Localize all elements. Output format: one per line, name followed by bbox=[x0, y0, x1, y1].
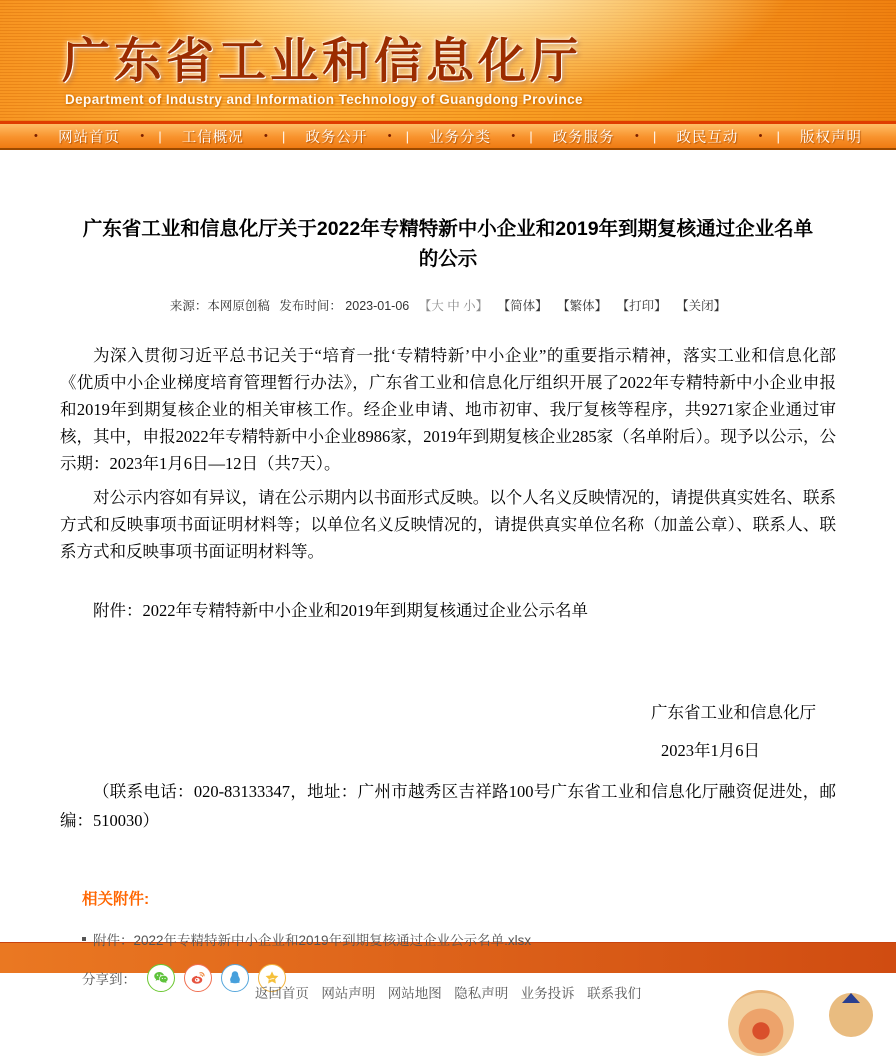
nav-item-gov-affairs[interactable]: 政务公开 bbox=[305, 129, 368, 146]
footer-link-contact[interactable]: 联系我们 bbox=[587, 986, 642, 1001]
article-meta bbox=[60, 296, 836, 314]
nav-separator bbox=[140, 129, 161, 144]
nav-separator bbox=[264, 129, 285, 144]
signature-date: 2023年1月6日 bbox=[661, 741, 760, 761]
paragraph-objection: 对公示内容如有异议，请在公示期内以书面形式反映。以个人名义反映情况的，请提供真实姓名、联系方式和反映事项书面证明材料等；以单位名义反映情况的，请提供真实单位名称（加盖公章）、联系人、联系方式和反映事项书面证明材料等。 bbox=[60, 488, 836, 562]
nav-item-interaction[interactable]: 政民互动 bbox=[676, 129, 739, 146]
nav-bullet-icon: • bbox=[511, 129, 516, 142]
nav-bullet-icon: • bbox=[140, 129, 145, 142]
nav-pipe-icon: | bbox=[158, 128, 162, 144]
article-title: 广东省工业和信息化厅关于2022年专精特新中小企业和2019年到期复核通过企业名单的公示 bbox=[82, 218, 814, 271]
footer-link-privacy[interactable]: 隐私声明 bbox=[454, 986, 509, 1001]
signature-department: 广东省工业和信息化厅 bbox=[651, 703, 816, 723]
footer-link-complaint[interactable]: 业务投诉 bbox=[520, 986, 575, 1001]
article-content bbox=[0, 150, 896, 988]
nav-pipe-icon: | bbox=[776, 128, 780, 144]
site-subtitle: Department of Industry and Information Technology of Guangdong Province bbox=[65, 92, 583, 107]
print-control[interactable]: 【打印】 bbox=[616, 299, 667, 314]
nav-bullet-icon: • bbox=[34, 129, 38, 142]
qq-share-icon[interactable] bbox=[221, 964, 249, 992]
nav-separator bbox=[635, 129, 656, 144]
square-bullet-icon bbox=[82, 937, 86, 941]
contact-info: （联系电话：020-83133347，地址：广州市越秀区吉祥路100号广东省工业和信息化厅融资促进处，邮编：510030） bbox=[60, 782, 836, 831]
nav-item-home[interactable]: 网站首页 bbox=[58, 129, 121, 146]
footer-link-sitemap[interactable]: 网站地图 bbox=[387, 986, 442, 1001]
paragraph-announcement: 为深入贯彻习近平总书记关于“培育一批‘专精特新’中小企业”的重要指示精神，落实工业和信息化部《优质中小企业梯度培育管理暂行办法》，广东省工业和信息化厅组织开展了2022年专精特新中小企业申报和2019年到期复核企业的相关审核工作。经企业申请、地市初审、我厅复核等程序，共9271家企业通过审核，其中，申报2022年专精特新中小企业8986家，2019年到期复核企业285家（名单附后）。现予以公示，公示期：2023年1月6日—12日（共7天）。 bbox=[60, 346, 836, 474]
footer-link-home[interactable]: 返回首页 bbox=[254, 986, 309, 1001]
traditional-control[interactable]: 【繁体】 bbox=[557, 299, 608, 314]
close-control[interactable]: 【关闭】 bbox=[676, 299, 727, 314]
wechat-share-icon[interactable] bbox=[147, 964, 175, 992]
gov-service-badge-icon bbox=[728, 990, 794, 1056]
attachment-reference-link[interactable]: 附件：2022年专精特新中小企业和2019年到期复核通过企业公示名单 bbox=[93, 601, 588, 621]
footer-link-site-statement[interactable]: 网站声明 bbox=[321, 986, 376, 1001]
nav-separator bbox=[388, 129, 409, 144]
share-label: 分享到： bbox=[82, 972, 136, 988]
simplified-control[interactable]: 【简体】 bbox=[497, 299, 548, 314]
nav-pipe-icon: | bbox=[405, 128, 409, 144]
font-size-control[interactable]: 【大 中 小】 bbox=[418, 299, 489, 314]
nav-separator bbox=[759, 129, 780, 144]
site-banner bbox=[0, 0, 896, 121]
nav-bullet-icon: • bbox=[263, 129, 268, 142]
nav-item-services[interactable]: 政务服务 bbox=[552, 129, 615, 146]
nav-pipe-icon: | bbox=[529, 128, 533, 144]
nav-bullet-icon: • bbox=[758, 129, 763, 142]
meta-source: 来源：本网原创稿 bbox=[169, 299, 270, 314]
nav-separator bbox=[511, 129, 532, 144]
nav-bullet-icon: • bbox=[387, 129, 392, 142]
nav-item-copyright[interactable]: 版权声明 bbox=[800, 129, 862, 146]
nav-item-overview[interactable]: 工信概况 bbox=[181, 129, 244, 146]
site-title: 广东省工业和信息化厅 bbox=[62, 35, 583, 88]
nav-bullet-icon: • bbox=[634, 129, 639, 142]
gov-emblem-badge-icon bbox=[829, 993, 873, 1037]
nav-pipe-icon: | bbox=[652, 128, 657, 144]
nav-pipe-icon: | bbox=[281, 128, 286, 144]
nav-item-business[interactable]: 业务分类 bbox=[429, 129, 492, 146]
attachment-download-link[interactable]: 附件：2022年专精特新中小企业和2019年到期复核通过企业公示名单.xlsx bbox=[93, 933, 532, 949]
related-attachments-heading: 相关附件: bbox=[82, 891, 150, 909]
meta-publish-time: 发布时间： 2023-01-06 bbox=[279, 299, 410, 314]
main-nav bbox=[0, 121, 896, 150]
weibo-share-icon[interactable] bbox=[184, 964, 212, 992]
